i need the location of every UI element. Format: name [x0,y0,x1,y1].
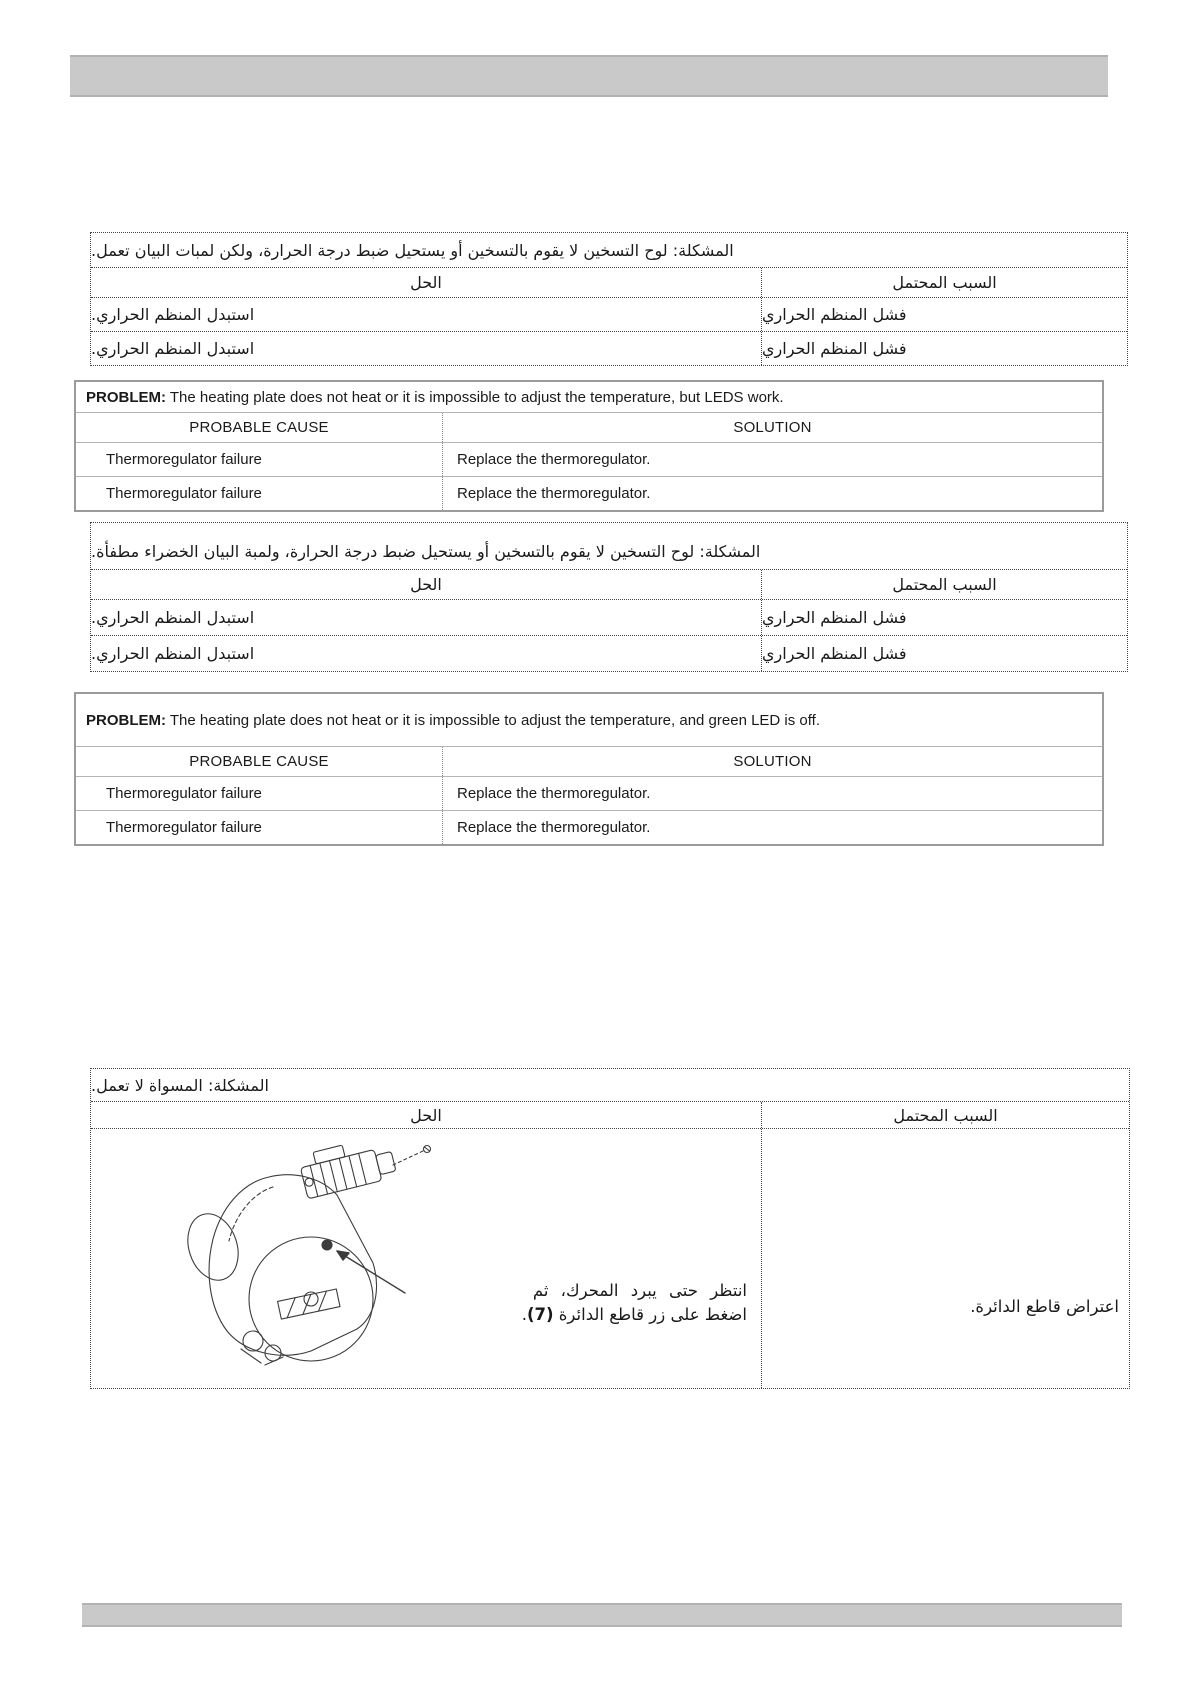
cause-cell: فشل المنظم الحراري [761,298,1127,331]
table-title [76,694,1102,746]
cause-cell: Thermoregulator failure [106,819,262,836]
cause-cell: فشل المنظم الحراري [761,332,1127,365]
hub-roller [180,1207,247,1287]
solution-cell: Replace the thermoregulator. [442,443,1102,476]
cause-cell: فشل المنظم الحراري [761,636,1127,671]
feet-rollers [241,1331,283,1365]
breaker-button [322,1240,332,1250]
problem-label: PROBLEM: [86,388,166,406]
solution-cell: Replace the thermoregulator. [442,477,1102,510]
footer-bar [82,1603,1122,1627]
header-probable-cause: السبب المحتمل [761,268,1127,297]
breaker-number: (7) [526,1305,554,1324]
header-solution: SOLUTION [442,747,1102,776]
table-row [91,635,1127,671]
cause-cell: Thermoregulator failure [106,785,262,802]
troubleshooting-table-ar-1 [90,232,1128,366]
solution-line-1: انتظر حتى يبرد المحرك، ثم [532,1281,747,1300]
troubleshooting-table-en-1 [74,380,1104,512]
solution-cell: استبدل المنظم الحراري. [91,644,255,663]
solution-cell: Replace the thermoregulator. [442,777,1102,810]
table-row [76,810,1102,844]
header-probable-cause: PROBABLE CAUSE [189,753,329,770]
table-row [91,331,1127,365]
solution-cell: استبدل المنظم الحراري. [91,305,255,324]
troubleshooting-table-ar-3 [90,1068,1130,1389]
troubleshooting-table-ar-2 [90,522,1128,672]
frame-plate [209,1175,376,1356]
header-solution: الحل [410,575,442,594]
solution-line-2: اضغط على زر قاطع الدائرة (7). [521,1305,747,1324]
screw-leader-icon [393,1146,431,1166]
solution-cell: استبدل المنظم الحراري. [91,608,255,627]
problem-label: PROBLEM: [86,711,166,729]
header-probable-cause: PROBABLE CAUSE [189,419,329,436]
table-row [91,297,1127,331]
table-row [91,1128,1129,1388]
solution-cell [91,1129,761,1388]
table-title [76,382,1102,412]
table-row [76,476,1102,510]
header-solution: SOLUTION [442,413,1102,442]
drum-wheel [249,1237,373,1361]
motor [298,1143,398,1199]
solution-cell: استبدل المنظم الحراري. [91,339,255,358]
cause-cell [761,1129,1129,1388]
cause-text: اعتراض قاطع الدائرة. [970,1297,1119,1316]
cause-cell: Thermoregulator failure [106,451,262,468]
table-title: المشكلة: لوح التسخين لا يقوم بالتسخين أو يستحيل ضبط درجة الحرارة، ولكن لمبات البيان تعمل. [91,240,734,260]
table-title: المشكلة: المسواة لا تعمل. [91,1075,269,1095]
header-probable-cause: السبب المحتمل [761,570,1127,599]
solution-cell: Replace the thermoregulator. [442,811,1102,844]
table-title: المشكلة: لوح التسخين لا يقوم بالتسخين أو يستحيل ضبط درجة الحرارة، ولمبة البيان الخضراء مطفأة. [91,542,761,561]
solution-text [417,1279,747,1327]
problem-text: The heating plate does not heat or it is impossible to adjust the temperature, and green LED is off. [166,711,821,729]
problem-text: The heating plate does not heat or it is impossible to adjust the temperature, but LEDS work. [166,388,784,406]
header-solution: الحل [410,1105,442,1125]
header-probable-cause: السبب المحتمل [761,1102,1129,1128]
machine-diagram [161,1143,451,1375]
table-row [91,599,1127,635]
header-solution: الحل [410,273,442,292]
header-bar [70,55,1108,97]
cause-cell: Thermoregulator failure [106,485,262,502]
pointer-arrow [337,1251,405,1293]
cause-cell: فشل المنظم الحراري [761,600,1127,635]
table-row [76,776,1102,810]
troubleshooting-table-en-2 [74,692,1104,846]
table-row [76,442,1102,476]
